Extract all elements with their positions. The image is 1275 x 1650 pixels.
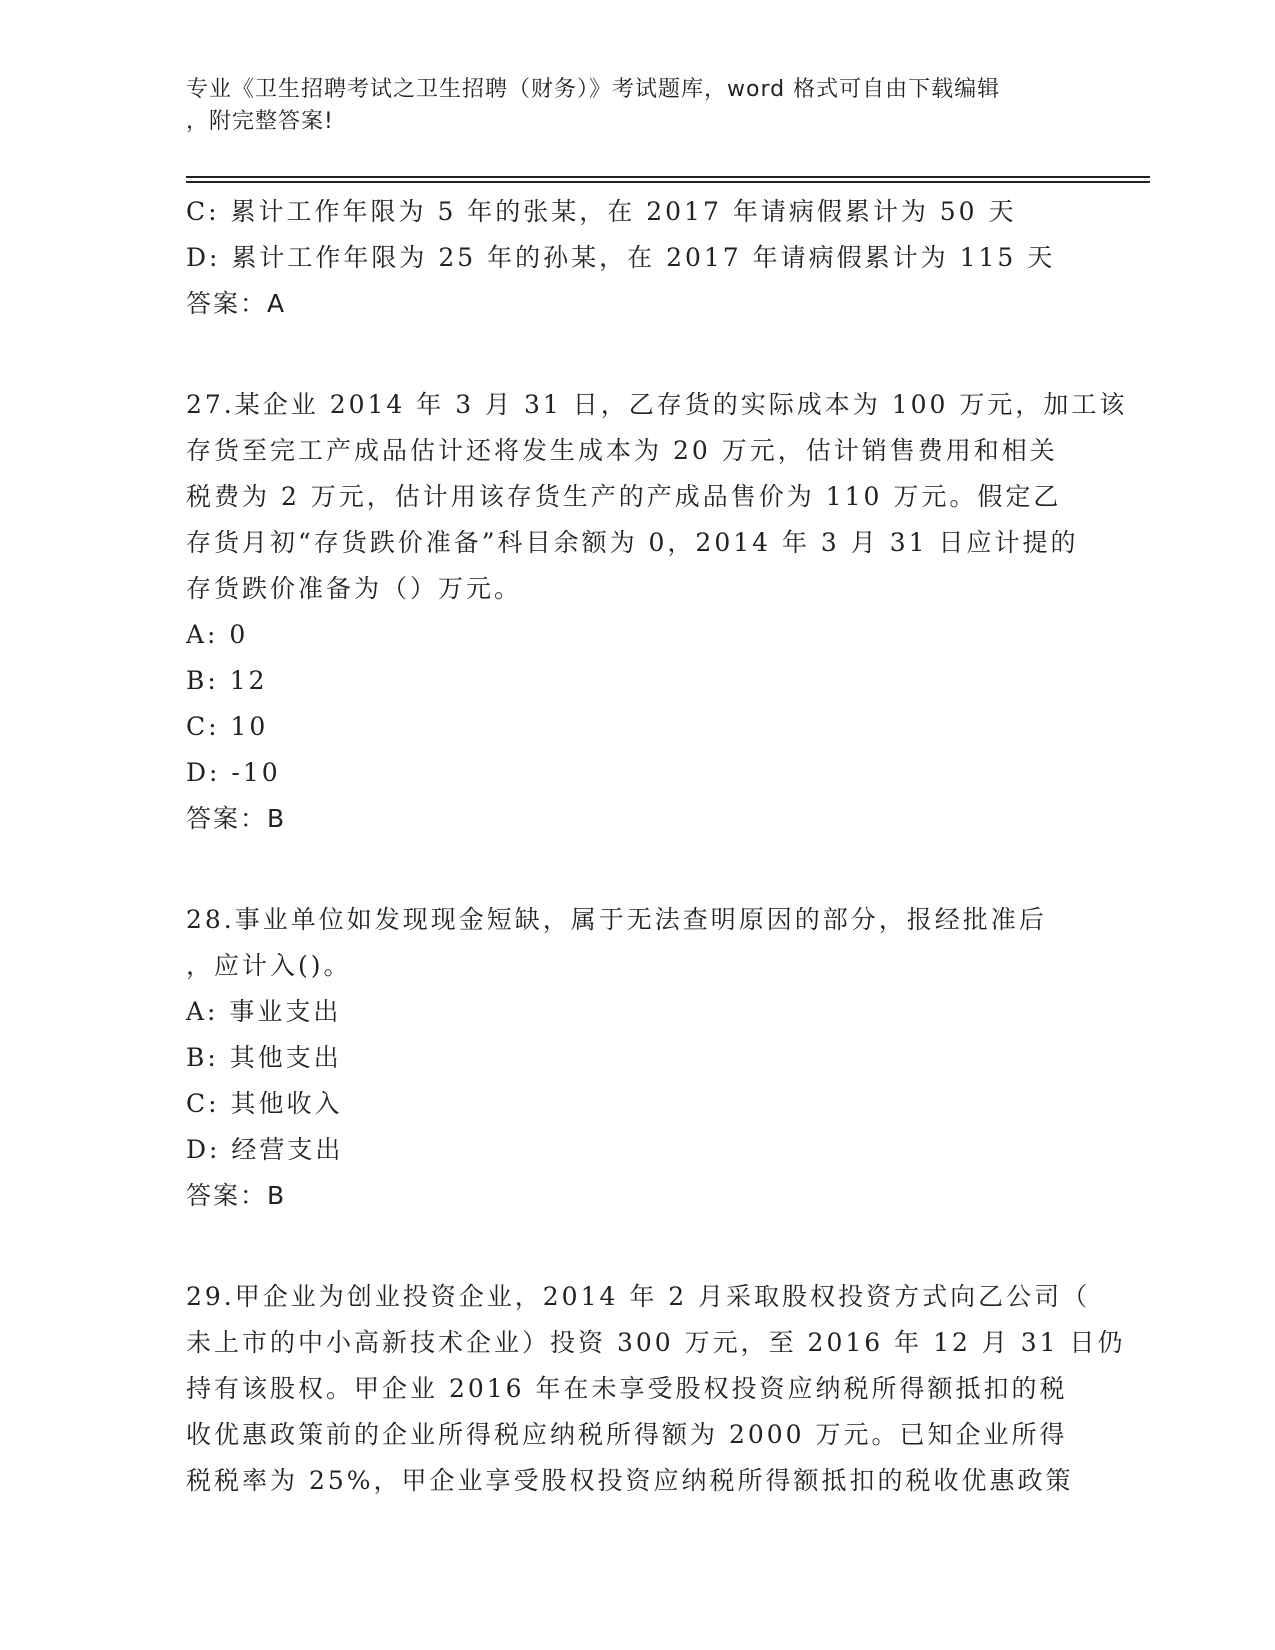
document-body bbox=[186, 189, 1128, 1504]
option-b: B: 其他支出 bbox=[186, 1043, 342, 1072]
option-c: C: 其他收入 bbox=[186, 1089, 343, 1118]
header-rule-bottom bbox=[186, 181, 1150, 183]
question-text-line: 27.某企业 2014 年 3 月 31 日，乙存货的实际成本为 100 万元，加工该 bbox=[186, 390, 1128, 419]
question-28 bbox=[186, 897, 1086, 1219]
option-a: A: 事业支出 bbox=[186, 997, 342, 1026]
header-line-1: 专业《卫生招聘考试之卫生招聘（财务）》考试题库，word 格式可自由下载编辑 bbox=[186, 77, 1001, 102]
option-c: C: 累计工作年限为 5 年的张某，在 2017 年请病假累计为 50 天 bbox=[186, 197, 1017, 226]
answer-line: 答案：B bbox=[186, 804, 287, 833]
question-text-line: ，应计入()。 bbox=[186, 951, 352, 980]
question-29 bbox=[186, 1274, 1126, 1504]
option-d: D: -10 bbox=[186, 758, 281, 787]
question-text-line: 未上市的中小高新技术企业）投资 300 万元，至 2016 年 12 月 31 日仍 bbox=[186, 1328, 1126, 1357]
question-text-line: 税税率为 25%，甲企业享受股权投资应纳税所得额抵扣的税收优惠政策 bbox=[186, 1466, 1074, 1495]
question-27 bbox=[186, 382, 1128, 842]
option-d: D: 经营支出 bbox=[186, 1135, 344, 1164]
question-text-line: 28.事业单位如发现现金短缺，属于无法查明原因的部分，报经批准后 bbox=[186, 905, 1047, 934]
document-header bbox=[186, 74, 1066, 138]
option-c: C: 10 bbox=[186, 712, 269, 741]
header-rule-top bbox=[186, 176, 1150, 178]
question-text-line: 持有该股权。甲企业 2016 年在未享受股权投资应纳税所得额抵扣的税 bbox=[186, 1374, 1068, 1403]
answer-line: 答案：A bbox=[186, 289, 287, 318]
question-text-line: 29.甲企业为创业投资企业，2014 年 2 月采取股权投资方式向乙公司（ bbox=[186, 1282, 1091, 1311]
question-text-line: 存货月初“存货跌价准备”科目余额为 0，2014 年 3 月 31 日应计提的 bbox=[186, 528, 1079, 557]
header-line-2: ，附完整答案! bbox=[186, 109, 334, 134]
question-text-line: 税费为 2 万元，估计用该存货生产的产成品售价为 110 万元。假定乙 bbox=[186, 482, 1062, 511]
option-d: D: 累计工作年限为 25 年的孙某，在 2017 年请病假累计为 115 天 bbox=[186, 243, 1056, 272]
question-text-line: 收优惠政策前的企业所得税应纳税所得额为 2000 万元。已知企业所得 bbox=[186, 1420, 1068, 1449]
question-text-line: 存货跌价准备为（）万元。 bbox=[186, 574, 523, 603]
question-26-tail bbox=[186, 189, 1086, 327]
option-b: B: 12 bbox=[186, 666, 268, 695]
question-text-line: 存货至完工产成品估计还将发生成本为 20 万元，估计销售费用和相关 bbox=[186, 436, 1058, 465]
option-a: A: 0 bbox=[186, 620, 249, 649]
answer-line: 答案：B bbox=[186, 1181, 287, 1210]
